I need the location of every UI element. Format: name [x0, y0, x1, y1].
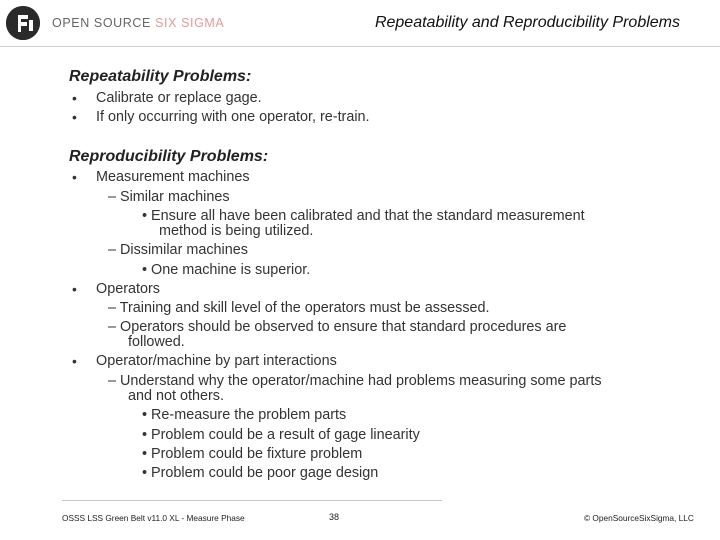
reproducibility-line: – Similar machines [108, 189, 230, 205]
reproducibility-line: – Training and skill level of the operators must be assessed. [108, 300, 490, 316]
bullet-icon: • [72, 109, 77, 125]
reproducibility-line: and not others. [128, 388, 225, 404]
bullet-icon: • [72, 281, 77, 297]
footer-course-label: OSSS LSS Green Belt v11.0 XL - Measure Phase [62, 513, 245, 523]
reproducibility-line: – Understand why the operator/machine had problems measuring some parts [108, 373, 602, 389]
reproducibility-line: • Re-measure the problem parts [142, 407, 347, 423]
reproducibility-line: followed. [128, 334, 185, 350]
reproducibility-line: – Operators should be observed to ensure that standard procedures are [108, 319, 567, 335]
reproducibility-line: Measurement machines [96, 169, 250, 185]
bullet-icon: • [72, 169, 77, 185]
footer-copyright: © OpenSourceSixSigma, LLC [584, 513, 694, 523]
company-logo-text [52, 16, 224, 30]
reproducibility-heading: Reproducibility Problems: [69, 148, 269, 165]
footer-divider [62, 500, 442, 501]
reproducibility-line: – Dissimilar machines [108, 242, 248, 258]
bullet-icon: • [72, 90, 77, 106]
logo-icon [6, 6, 40, 40]
repeatability-heading: Repeatability Problems: [69, 68, 252, 85]
reproducibility-line: • Problem could be poor gage design [142, 465, 379, 481]
reproducibility-line: Operators [96, 281, 160, 297]
bullet-icon: • [72, 353, 77, 369]
page-number: 38 [329, 512, 340, 522]
reproducibility-line: • One machine is superior. [142, 262, 311, 278]
slide-header [0, 0, 720, 48]
header-divider [0, 46, 720, 47]
logo-text-accent: SIX SIGMA [155, 16, 225, 30]
reproducibility-line: • Problem could be fixture problem [142, 446, 363, 462]
repeatability-item: Calibrate or replace gage. [96, 90, 262, 106]
repeatability-item: If only occurring with one operator, re-train. [96, 109, 370, 125]
reproducibility-line: Operator/machine by part interactions [96, 353, 337, 369]
reproducibility-line: method is being utilized. [159, 223, 314, 239]
slide-title: Repeatability and Reproducibility Problems [374, 14, 680, 31]
reproducibility-line: • Ensure all have been calibrated and that the standard measurement [142, 208, 585, 224]
reproducibility-line: • Problem could be a result of gage linearity [142, 427, 420, 443]
company-logo-mark [6, 6, 40, 40]
logo-text-primary: OPEN SOURCE [52, 16, 156, 30]
